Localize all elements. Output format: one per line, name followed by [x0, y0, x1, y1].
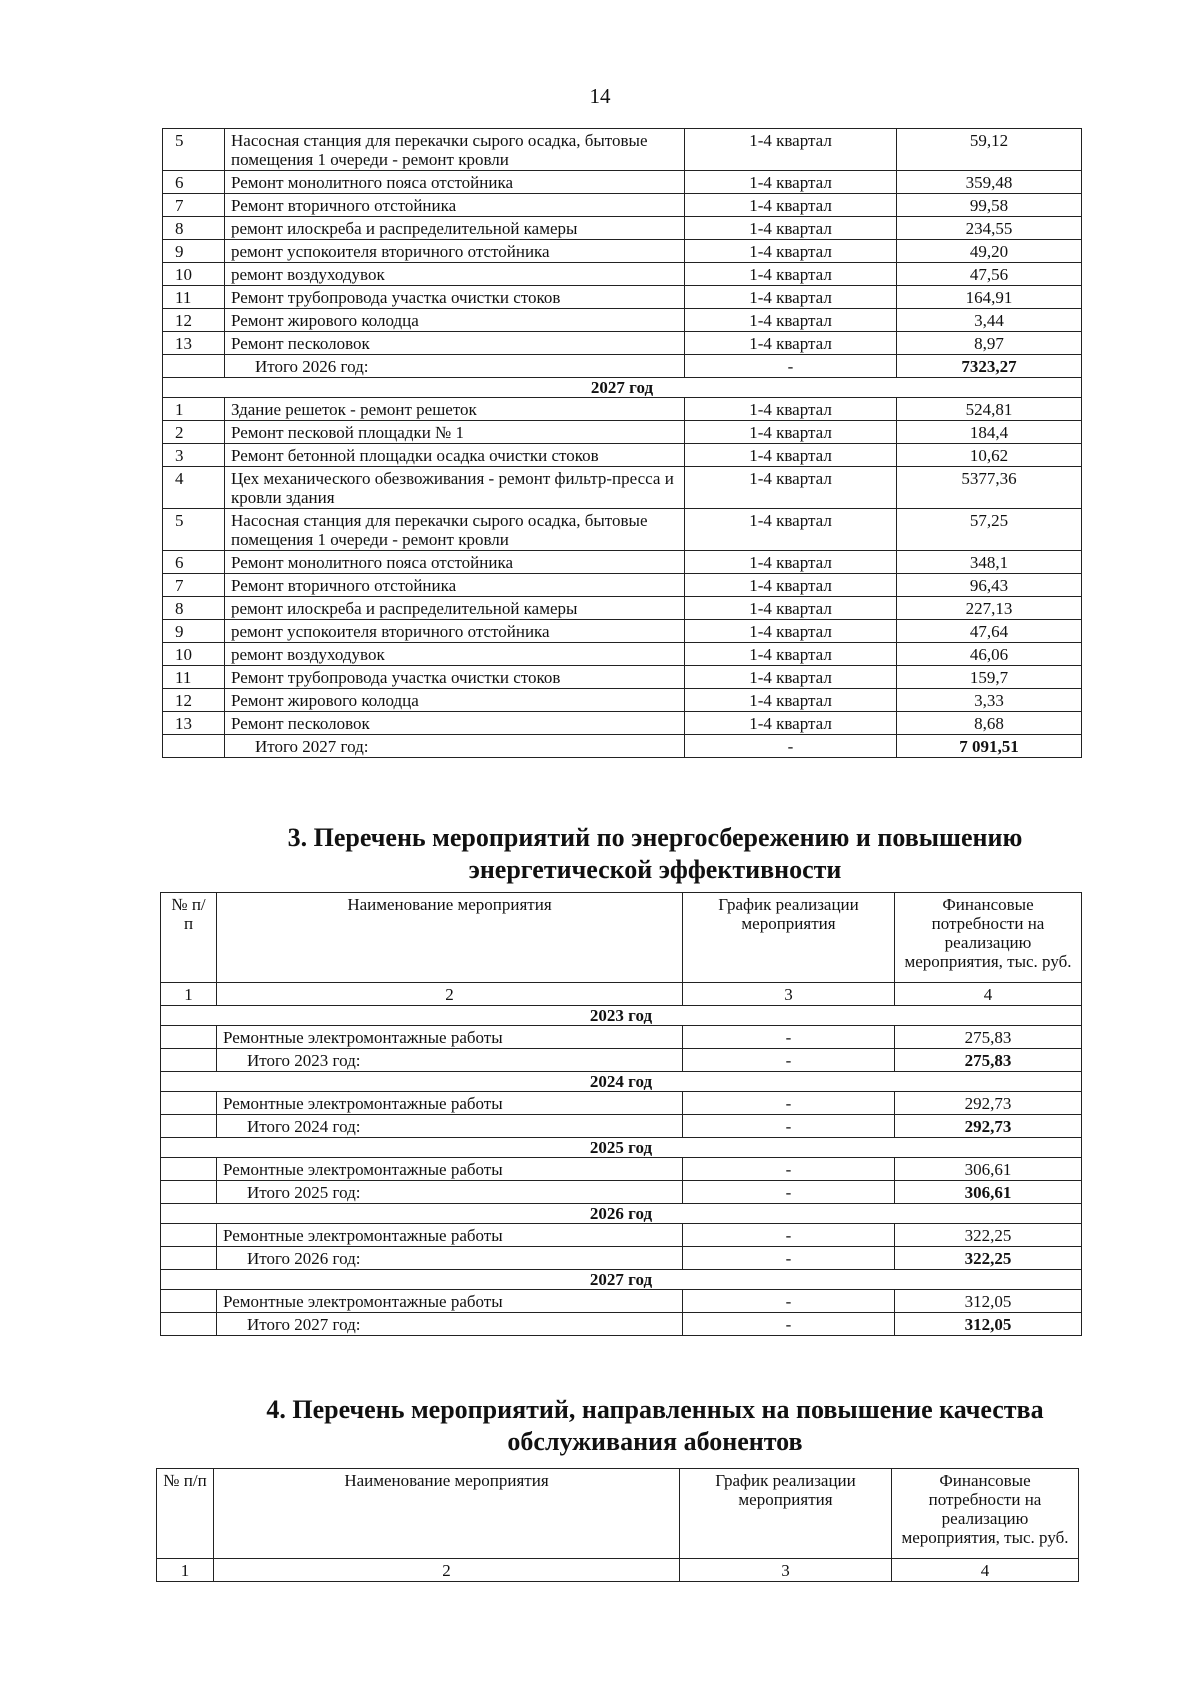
- row-number: 11: [163, 286, 225, 309]
- empty-cell: [161, 1026, 217, 1049]
- row-schedule: 1-4 квартал: [685, 643, 897, 666]
- row-name: Ремонт трубопровода участка очистки стоков: [225, 286, 685, 309]
- row-name: ремонт илоскреба и распределительной камеры: [225, 597, 685, 620]
- column-number-row: [157, 1559, 1079, 1582]
- empty-cell: [161, 1247, 217, 1270]
- year-label: 2026 год: [161, 1204, 1082, 1224]
- row-value: 159,7: [897, 666, 1082, 689]
- row-number: 9: [163, 240, 225, 263]
- total-label: Итого 2027 год:: [225, 735, 685, 758]
- row-schedule: -: [683, 1224, 895, 1247]
- row-name: Ремонтные электромонтажные работы: [217, 1224, 683, 1247]
- section3-heading-line2: энергетической эффективности: [468, 855, 842, 884]
- row-number: 10: [163, 643, 225, 666]
- row-name: Ремонт жирового колодца: [225, 689, 685, 712]
- table-row: [163, 171, 1082, 194]
- year-label: 2024 год: [161, 1072, 1082, 1092]
- header-schedule: График реализации мероприятия: [683, 893, 895, 983]
- row-schedule: 1-4 квартал: [685, 309, 897, 332]
- total-label: Итого 2025 год:: [217, 1181, 683, 1204]
- row-schedule: 1-4 квартал: [685, 666, 897, 689]
- total-row: [161, 1247, 1082, 1270]
- column-number: 4: [895, 983, 1082, 1006]
- row-name: Ремонтные электромонтажные работы: [217, 1290, 683, 1313]
- total-row: [161, 1181, 1082, 1204]
- empty-cell: [161, 1290, 217, 1313]
- row-schedule: 1-4 квартал: [685, 217, 897, 240]
- header-schedule: График реализации мероприятия: [680, 1469, 892, 1559]
- row-number: 5: [163, 509, 225, 551]
- row-value: 312,05: [895, 1290, 1082, 1313]
- column-number: 2: [214, 1559, 680, 1582]
- row-number: 9: [163, 620, 225, 643]
- year-label: 2025 год: [161, 1138, 1082, 1158]
- total-row: [161, 1115, 1082, 1138]
- table-row: [161, 1092, 1082, 1115]
- row-number: 3: [163, 444, 225, 467]
- table-row: [163, 309, 1082, 332]
- row-value: 306,61: [895, 1158, 1082, 1181]
- row-value: 348,1: [897, 551, 1082, 574]
- empty-cell: [161, 1092, 217, 1115]
- page-number: 14: [589, 84, 611, 108]
- row-schedule: 1-4 квартал: [685, 286, 897, 309]
- row-schedule: 1-4 квартал: [685, 574, 897, 597]
- empty-cell: [161, 1158, 217, 1181]
- row-schedule: 1-4 квартал: [685, 398, 897, 421]
- total-schedule: -: [685, 735, 897, 758]
- row-number: 12: [163, 689, 225, 712]
- total-value: 306,61: [895, 1181, 1082, 1204]
- row-schedule: 1-4 квартал: [685, 421, 897, 444]
- row-value: 275,83: [895, 1026, 1082, 1049]
- row-schedule: 1-4 квартал: [685, 444, 897, 467]
- row-value: 234,55: [897, 217, 1082, 240]
- table-row: [163, 286, 1082, 309]
- row-name: ремонт воздуходувок: [225, 643, 685, 666]
- row-value: 359,48: [897, 171, 1082, 194]
- column-number: 1: [157, 1559, 214, 1582]
- row-value: 227,13: [897, 597, 1082, 620]
- row-schedule: 1-4 квартал: [685, 620, 897, 643]
- year-label: 2027 год: [163, 378, 1082, 398]
- row-number: 8: [163, 217, 225, 240]
- row-number: 7: [163, 574, 225, 597]
- table-row: [163, 217, 1082, 240]
- year-row: [161, 1138, 1082, 1158]
- section3-heading-line1: 3. Перечень мероприятий по энергосбережению и повышению: [287, 823, 1023, 852]
- header-name: Наименование мероприятия: [214, 1469, 680, 1559]
- row-schedule: 1-4 квартал: [685, 551, 897, 574]
- section4-heading: [150, 1394, 1160, 1458]
- total-label: Итого 2023 год:: [217, 1049, 683, 1072]
- row-schedule: -: [683, 1158, 895, 1181]
- row-name: Насосная станция для перекачки сырого осадка, бытовые помещения 1 очереди - ремонт кровли: [225, 509, 685, 551]
- year-row-2027: [163, 378, 1082, 398]
- row-value: 5377,36: [897, 467, 1082, 509]
- row-value: 184,4: [897, 421, 1082, 444]
- row-value: 96,43: [897, 574, 1082, 597]
- table-header: [157, 1469, 1079, 1559]
- table-row: [163, 263, 1082, 286]
- table-row: [163, 444, 1082, 467]
- total-label: Итого 2026 год:: [225, 355, 685, 378]
- row-name: Ремонт песколовок: [225, 712, 685, 735]
- column-number-row: [161, 983, 1082, 1006]
- row-schedule: -: [683, 1290, 895, 1313]
- row-schedule: 1-4 квартал: [685, 597, 897, 620]
- row-number: 1: [163, 398, 225, 421]
- total-value: 275,83: [895, 1049, 1082, 1072]
- table-row: [163, 194, 1082, 217]
- row-value: 164,91: [897, 286, 1082, 309]
- row-name: Здание решеток - ремонт решеток: [225, 398, 685, 421]
- empty-cell: [161, 1224, 217, 1247]
- row-name: Ремонтные электромонтажные работы: [217, 1158, 683, 1181]
- empty-cell: [161, 1181, 217, 1204]
- column-number: 4: [892, 1559, 1079, 1582]
- row-number: 12: [163, 309, 225, 332]
- table-row: [163, 643, 1082, 666]
- row-schedule: 1-4 квартал: [685, 171, 897, 194]
- column-number: 3: [683, 983, 895, 1006]
- total-value: 312,05: [895, 1313, 1082, 1336]
- row-schedule: 1-4 квартал: [685, 129, 897, 171]
- column-number: 2: [217, 983, 683, 1006]
- table-row: [163, 509, 1082, 551]
- total-label: Итого 2024 год:: [217, 1115, 683, 1138]
- year-label: 2023 год: [161, 1006, 1082, 1026]
- table-row: [163, 467, 1082, 509]
- row-value: 3,44: [897, 309, 1082, 332]
- row-value: 8,97: [897, 332, 1082, 355]
- header-num: № п/п: [161, 893, 217, 983]
- total-value: 7323,27: [897, 355, 1082, 378]
- row-number: 2: [163, 421, 225, 444]
- row-schedule: -: [683, 1026, 895, 1049]
- row-schedule: 1-4 квартал: [685, 332, 897, 355]
- row-name: Ремонт вторичного отстойника: [225, 194, 685, 217]
- table-row: [163, 551, 1082, 574]
- row-name: Насосная станция для перекачки сырого осадка, бытовые помещения 1 очереди - ремонт кровли: [225, 129, 685, 171]
- year-label: 2027 год: [161, 1270, 1082, 1290]
- table-row: [163, 666, 1082, 689]
- header-num: № п/п: [157, 1469, 214, 1559]
- total-row-2026: [163, 355, 1082, 378]
- table-row: [163, 597, 1082, 620]
- row-value: 57,25: [897, 509, 1082, 551]
- row-name: ремонт успокоителя вторичного отстойника: [225, 620, 685, 643]
- header-finance: Финансовые потребности на реализацию мероприятия, тыс. руб.: [892, 1469, 1079, 1559]
- table-row: [161, 1224, 1082, 1247]
- total-schedule: -: [683, 1115, 895, 1138]
- header-name: Наименование мероприятия: [217, 893, 683, 983]
- row-name: Ремонт вторичного отстойника: [225, 574, 685, 597]
- row-schedule: 1-4 квартал: [685, 712, 897, 735]
- row-name: Ремонт монолитного пояса отстойника: [225, 551, 685, 574]
- table-row: [163, 240, 1082, 263]
- section4-heading-line1: 4. Перечень мероприятий, направленных на повышение качества: [266, 1395, 1044, 1424]
- table-header: [161, 893, 1082, 983]
- row-number: 6: [163, 171, 225, 194]
- table-row: [163, 689, 1082, 712]
- row-value: 292,73: [895, 1092, 1082, 1115]
- table-customer-service: [156, 1468, 1079, 1582]
- row-name: Ремонт песковой площадки № 1: [225, 421, 685, 444]
- table-continued: [162, 128, 1082, 758]
- row-number: 4: [163, 467, 225, 509]
- total-label: Итого 2026 год:: [217, 1247, 683, 1270]
- row-number: 13: [163, 332, 225, 355]
- total-value: 7 091,51: [897, 735, 1082, 758]
- row-value: 49,20: [897, 240, 1082, 263]
- row-value: 3,33: [897, 689, 1082, 712]
- total-label: Итого 2027 год:: [217, 1313, 683, 1336]
- row-number: 10: [163, 263, 225, 286]
- row-number: 7: [163, 194, 225, 217]
- row-schedule: 1-4 квартал: [685, 263, 897, 286]
- total-schedule: -: [683, 1049, 895, 1072]
- table-row: [163, 398, 1082, 421]
- row-name: Ремонтные электромонтажные работы: [217, 1092, 683, 1115]
- row-schedule: -: [683, 1092, 895, 1115]
- year-row: [161, 1204, 1082, 1224]
- row-value: 322,25: [895, 1224, 1082, 1247]
- row-value: 8,68: [897, 712, 1082, 735]
- row-schedule: 1-4 квартал: [685, 467, 897, 509]
- row-name: Ремонт трубопровода участка очистки стоков: [225, 666, 685, 689]
- total-schedule: -: [683, 1247, 895, 1270]
- row-name: Ремонт жирового колодца: [225, 309, 685, 332]
- table-row: [161, 1026, 1082, 1049]
- row-schedule: 1-4 квартал: [685, 194, 897, 217]
- header-finance: Финансовые потребности на реализацию мероприятия, тыс. руб.: [895, 893, 1082, 983]
- row-name: ремонт воздуходувок: [225, 263, 685, 286]
- row-value: 524,81: [897, 398, 1082, 421]
- year-row: [161, 1006, 1082, 1026]
- row-value: 99,58: [897, 194, 1082, 217]
- empty-cell: [161, 1049, 217, 1072]
- total-schedule: -: [685, 355, 897, 378]
- table-energy-saving: [160, 892, 1082, 1336]
- row-number: 11: [163, 666, 225, 689]
- total-row-2027: [163, 735, 1082, 758]
- row-value: 47,56: [897, 263, 1082, 286]
- row-name: Ремонт бетонной площадки осадка очистки стоков: [225, 444, 685, 467]
- column-number: 3: [680, 1559, 892, 1582]
- row-number: 5: [163, 129, 225, 171]
- table-row: [163, 129, 1082, 171]
- row-value: 59,12: [897, 129, 1082, 171]
- row-value: 46,06: [897, 643, 1082, 666]
- empty-cell: [161, 1115, 217, 1138]
- year-row: [161, 1072, 1082, 1092]
- empty-cell: [161, 1313, 217, 1336]
- table-row: [163, 332, 1082, 355]
- row-name: Ремонт песколовок: [225, 332, 685, 355]
- table-row: [161, 1158, 1082, 1181]
- table-row: [163, 712, 1082, 735]
- total-value: 292,73: [895, 1115, 1082, 1138]
- section4-heading-line2: обслуживания абонентов: [507, 1427, 803, 1456]
- row-number: 8: [163, 597, 225, 620]
- row-name: ремонт илоскреба и распределительной камеры: [225, 217, 685, 240]
- row-schedule: 1-4 квартал: [685, 689, 897, 712]
- row-schedule: 1-4 квартал: [685, 240, 897, 263]
- table-row: [163, 574, 1082, 597]
- total-row: [161, 1049, 1082, 1072]
- row-name: Цех механического обезвоживания - ремонт фильтр-пресса и кровли здания: [225, 467, 685, 509]
- row-value: 10,62: [897, 444, 1082, 467]
- table-row: [161, 1290, 1082, 1313]
- total-value: 322,25: [895, 1247, 1082, 1270]
- total-schedule: -: [683, 1313, 895, 1336]
- row-number: 13: [163, 712, 225, 735]
- row-schedule: 1-4 квартал: [685, 509, 897, 551]
- year-row: [161, 1270, 1082, 1290]
- row-name: ремонт успокоителя вторичного отстойника: [225, 240, 685, 263]
- table-row: [163, 421, 1082, 444]
- row-name: Ремонт монолитного пояса отстойника: [225, 171, 685, 194]
- row-value: 47,64: [897, 620, 1082, 643]
- row-number: 6: [163, 551, 225, 574]
- total-row: [161, 1313, 1082, 1336]
- column-number: 1: [161, 983, 217, 1006]
- total-schedule: -: [683, 1181, 895, 1204]
- table-row: [163, 620, 1082, 643]
- section3-heading: [150, 822, 1160, 886]
- row-name: Ремонтные электромонтажные работы: [217, 1026, 683, 1049]
